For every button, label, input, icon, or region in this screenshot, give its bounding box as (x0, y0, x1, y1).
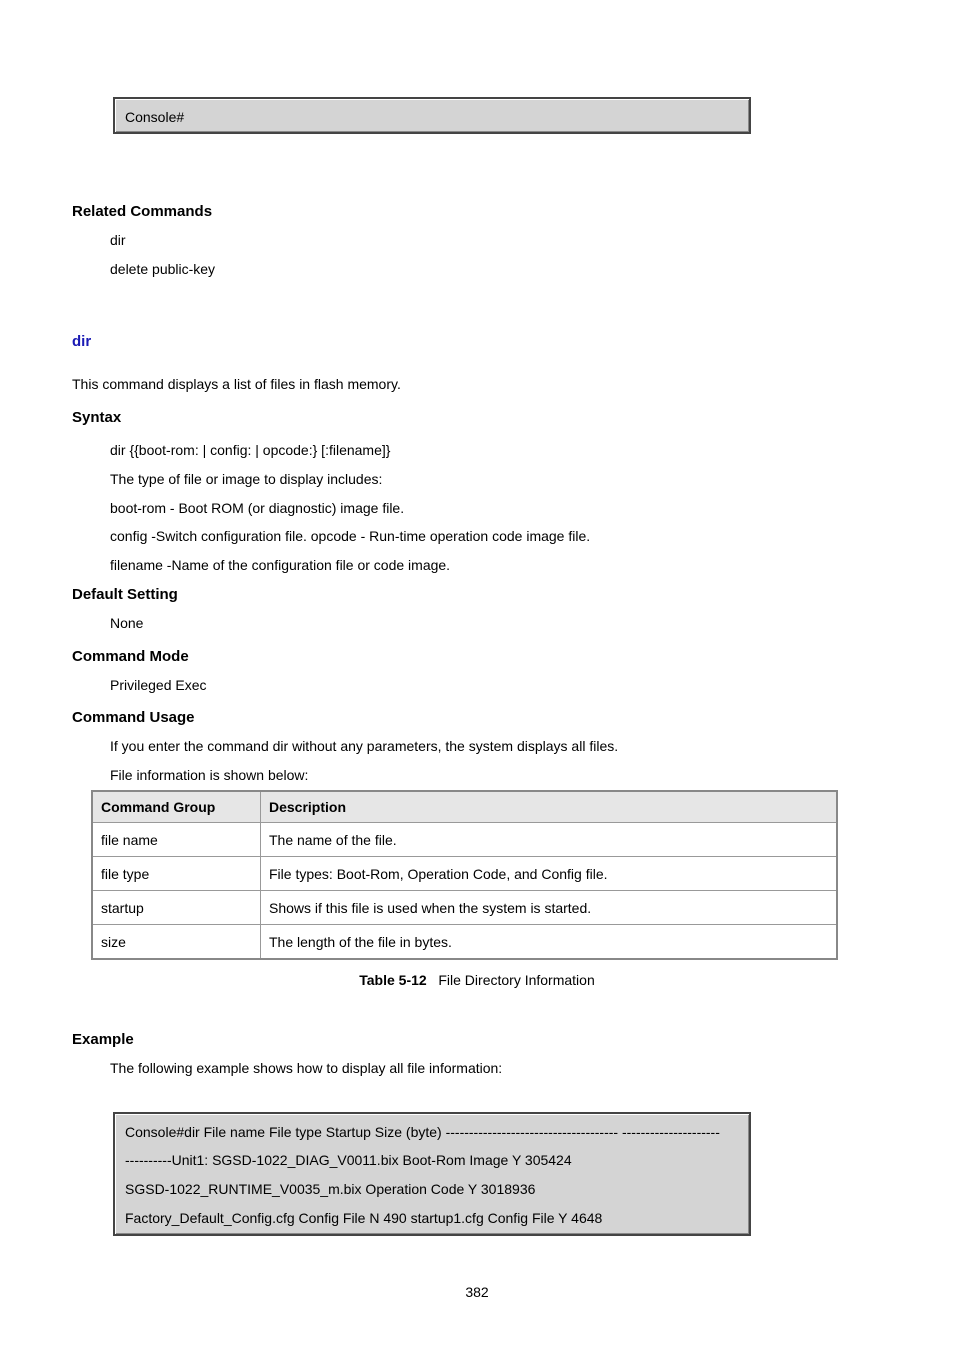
table-row (92, 823, 837, 857)
table-header-cell: Command Group (92, 791, 261, 823)
command-mode-value: Privileged Exec (110, 677, 207, 693)
related-command-item: dir (110, 232, 126, 248)
command-mode-heading: Command Mode (72, 648, 189, 665)
table-caption-label: Table 5-12 (359, 972, 427, 988)
syntax-line: The type of file or image to display includes: (110, 471, 383, 487)
table-cell: Shows if this file is used when the system is started. (261, 891, 838, 925)
command-usage-line: File information is shown below: (110, 767, 309, 783)
console-line: ----------Unit1: SGSD-1022_DIAG_V0011.bix Boot-Rom Image Y 305424 (125, 1152, 572, 1168)
console-line: Factory_Default_Config.cfg Config File N 490 startup1.cfg Config File Y 4648 (125, 1210, 603, 1226)
console-line: SGSD-1022_RUNTIME_V0035_m.bix Operation Code Y 3018936 (125, 1181, 536, 1197)
table-caption (0, 972, 954, 988)
command-usage-heading: Command Usage (72, 709, 195, 726)
syntax-line: config -Switch configuration file. opcode - Run-time operation code image file. (110, 528, 591, 544)
related-commands-heading: Related Commands (72, 203, 213, 220)
syntax-line: filename -Name of the configuration file or code image. (110, 557, 451, 573)
table-cell: The name of the file. (261, 823, 838, 857)
default-setting-heading: Default Setting (72, 586, 178, 603)
table-cell: size (92, 925, 261, 960)
table-cell: File types: Boot-Rom, Operation Code, and Config file. (261, 857, 838, 891)
table-header-cell: Description (261, 791, 838, 823)
console-line: Console# (125, 109, 185, 125)
table-row (92, 891, 837, 925)
table-row (92, 925, 837, 960)
syntax-line: boot-rom - Boot ROM (or diagnostic) image file. (110, 500, 405, 516)
command-title: dir (72, 333, 92, 350)
syntax-line: dir {{boot-rom: | config: | opcode:} [:filename]} (110, 442, 391, 458)
default-setting-value: None (110, 615, 144, 631)
table-header-row (92, 791, 837, 823)
table-cell: file type (92, 857, 261, 891)
console-line: Console#dir File name File type Startup Size (byte) ------------------------------------- --------------------- (125, 1124, 720, 1140)
example-heading: Example (72, 1031, 134, 1048)
table-cell: file name (92, 823, 261, 857)
syntax-heading: Syntax (72, 409, 122, 426)
command-usage-line: If you enter the command dir without any parameters, the system displays all files. (110, 738, 619, 754)
example-intro: The following example shows how to display all file information: (110, 1060, 503, 1076)
table-row (92, 857, 837, 891)
table-caption-text: File Directory Information (438, 972, 595, 988)
file-information-table (91, 790, 838, 960)
related-command-item: delete public-key (110, 261, 216, 277)
page-number: 382 (465, 1284, 489, 1300)
table-cell: The length of the file in bytes. (261, 925, 838, 960)
top-console-box (113, 97, 751, 134)
example-console-box (113, 1112, 751, 1236)
table-cell: startup (92, 891, 261, 925)
command-description: This command displays a list of files in flash memory. (72, 376, 401, 392)
